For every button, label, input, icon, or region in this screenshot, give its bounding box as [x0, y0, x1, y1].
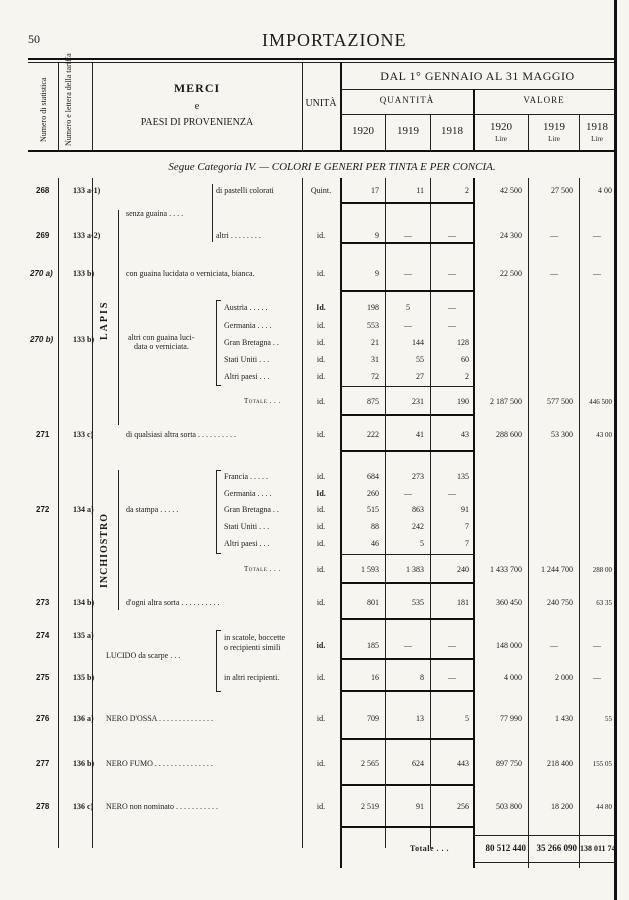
row-269-unit: id.: [316, 231, 326, 240]
row-268-v1920: 42 500: [500, 186, 522, 195]
row-270b-country-1-q1919: 5: [406, 303, 410, 312]
row-269-q1918: —: [448, 231, 456, 240]
row-272-country-4-q1920: 88: [371, 522, 379, 531]
row-274-num: 274: [36, 631, 50, 640]
row-270a-desc: con guaina lucidata o verniciata, bianca.: [126, 269, 255, 278]
header-numero: Numero di statistica: [39, 77, 48, 142]
row-278-v1918: 44 80: [596, 803, 612, 811]
row-278-q1920: 2 519: [361, 802, 379, 811]
row-270a-unit: id.: [316, 269, 326, 278]
row-270b-country-2-unit: id.: [316, 321, 326, 330]
category-title: Segue Categoria IV. — COLORI E GENERI PER TINTA E PER CONCIA.: [168, 161, 496, 173]
row-270b-tar: 133 b): [73, 335, 95, 344]
header-period: DAL 1° GENNAIO AL 31 MAGGIO: [380, 69, 575, 83]
row-270a-num: 270 a): [30, 269, 53, 278]
row-271-q1920: 222: [367, 430, 379, 439]
row-273-num: 273: [36, 598, 50, 607]
row-270b-total-v1918: 446 500: [589, 398, 612, 406]
row-270b-country-2-name: Germania . . . .: [224, 321, 272, 330]
row-276-q1919: 13: [416, 714, 424, 723]
lapis-group-label: LAPIS: [99, 300, 110, 340]
lapis-group-line: [118, 210, 119, 425]
row-272-country-2-name: Germania . . . .: [224, 489, 272, 498]
row-270b-country-1-q1918: —: [448, 303, 456, 312]
row-271-unit: id.: [316, 430, 326, 439]
row-271-v1918: 43 00: [596, 431, 612, 439]
row-270b-country-1-unit: Id.: [316, 303, 326, 312]
page-edge-line: [614, 0, 617, 900]
row-270b-country-4-q1919: 55: [416, 355, 424, 364]
row-278-q1918: 256: [457, 802, 469, 811]
row-268-num: 268: [36, 186, 50, 195]
row-274-q1918: —: [448, 641, 456, 650]
header-year-rule: [341, 114, 614, 115]
row-270b-total-v1920: 2 187 500: [490, 397, 522, 406]
row-269-q1919: —: [404, 231, 412, 240]
row-275-q1920: 16: [371, 673, 379, 682]
row-271-q1918: 43: [461, 430, 469, 439]
row-273-q1920: 801: [367, 598, 379, 607]
row-272-country-2-q1920: 260: [367, 489, 379, 498]
row-273-desc: d'ogni altra sorta . . . . . . . . . .: [126, 598, 220, 607]
row-274-v1919: —: [550, 641, 558, 650]
row-269-q1920: 9: [375, 231, 379, 240]
row-272-country-3-name: Gran Bretagna . .: [224, 505, 279, 514]
row-272-total-v1919: 1 244 700: [541, 565, 573, 574]
row-269-v1920: 24 300: [500, 231, 522, 240]
row-272-rule: [341, 582, 473, 584]
row-276-tar: 136 a): [73, 714, 94, 723]
row-273-q1919: 535: [412, 598, 424, 607]
row-273-v1918: 63 35: [596, 599, 612, 607]
row-270b-country-5-q1920: 72: [371, 372, 379, 381]
row-275-tar: 135 b): [73, 673, 95, 682]
row-268-q1918: 2: [465, 186, 469, 195]
row-272-country-1-q1918: 135: [457, 472, 469, 481]
row-272-country-1-name: Francia . . . . .: [224, 472, 268, 481]
row-278-rule: [341, 826, 473, 828]
row-277-v1920: 897 750: [496, 759, 522, 768]
row-277-desc: NERO FUMO . . . . . . . . . . . . . . .: [106, 759, 213, 768]
row-277-tar: 136 b): [73, 759, 95, 768]
grand-total-bottom-rule: [474, 862, 614, 863]
row-271-rule: [341, 450, 473, 452]
header-v-1919-lire: Lire: [548, 135, 560, 143]
row-272-country-3-unit: id.: [316, 505, 326, 514]
row-268-q1919: 11: [416, 186, 424, 195]
row-273-rule: [341, 618, 473, 620]
row-278-unit: id.: [316, 802, 326, 811]
row-272-country-2-unit: Id.: [316, 489, 326, 498]
row-270b-rule: [341, 414, 473, 416]
row-270b-total-q1918: 190: [457, 397, 469, 406]
header-top-rule-2: [28, 62, 614, 63]
row-277-v1919: 218 400: [547, 759, 573, 768]
row-270b-country-4-name: Stati Uniti . . .: [224, 355, 270, 364]
row-276-unit: id.: [316, 714, 326, 723]
row-270a-q1920: 9: [375, 269, 379, 278]
row-271-q1919: 41: [416, 430, 424, 439]
row-270b-country-4-q1918: 60: [461, 355, 469, 364]
row-272-country-3-q1920: 515: [367, 505, 379, 514]
row-275-desc: in altri recipienti.: [224, 673, 280, 682]
row-276-v1918: 55: [605, 715, 612, 723]
row-269-v1918: —: [593, 231, 601, 240]
senza-guaina-label: senza guaina . . . .: [126, 209, 184, 218]
row-272-brace: [216, 470, 221, 554]
row-270b-total-q1920: 875: [367, 397, 379, 406]
row-275-v1919: 2 000: [555, 673, 573, 682]
row-270b-country-3-name: Gran Bretagna . .: [224, 338, 279, 347]
row-277-q1918: 443: [457, 759, 469, 768]
row-270b-subtotal-rule: [341, 386, 473, 387]
row-271-v1920: 288 600: [496, 430, 522, 439]
header-v-1918: 1918: [586, 121, 608, 133]
row-274-q1920: 185: [367, 641, 379, 650]
row-270b-country-4-unit: id.: [316, 355, 326, 364]
header-div-1: [58, 62, 59, 150]
row-276-v1919: 1 430: [555, 714, 573, 723]
header-paesi: PAESI DI PROVENIENZA: [140, 117, 254, 128]
row-273-v1919: 240 750: [547, 598, 573, 607]
row-273-tar: 134 b): [73, 598, 95, 607]
row-272-total-q1919: 1 383: [406, 565, 424, 574]
row-270b-country-3-q1918: 128: [457, 338, 469, 347]
row-272-total-q1918: 240: [457, 565, 469, 574]
row-269-tar: 133 a-2): [73, 231, 101, 240]
row-277-num: 277: [36, 759, 50, 768]
row-269-v1919: —: [550, 231, 558, 240]
row-270b-country-4-q1920: 31: [371, 355, 379, 364]
inchiostro-group-label: INCHIOSTRO: [99, 512, 110, 588]
row-276-q1920: 709: [367, 714, 379, 723]
row-271-v1919: 53 300: [551, 430, 573, 439]
row-274-tar: 135 a): [73, 631, 94, 640]
row-274-v1918: —: [593, 641, 601, 650]
header-quantita: QUANTITÀ: [379, 95, 435, 105]
row-272-country-5-q1918: 7: [465, 539, 469, 548]
row-270b-country-5-unit: id.: [316, 372, 326, 381]
row-274-desc2: o recipienti simili: [224, 643, 281, 652]
row-270b-total-unit: id.: [316, 397, 326, 406]
page-title: IMPORTAZIONE: [262, 30, 407, 50]
row-270b-country-2-q1919: —: [404, 321, 412, 330]
row-272-country-4-q1918: 7: [465, 522, 469, 531]
page-number: 50: [28, 32, 40, 46]
row-272-country-1-q1919: 273: [412, 472, 424, 481]
row-272-country-1-q1920: 684: [367, 472, 379, 481]
header-merci: MERCI: [173, 81, 221, 95]
row-276-rule: [341, 738, 473, 740]
row-270b-total-label: Totale . . .: [244, 397, 281, 405]
row-275-v1918: —: [593, 673, 601, 682]
row-272-country-2-q1918: —: [448, 489, 456, 498]
header-q-1920: 1920: [352, 125, 374, 137]
row-278-v1919: 18 200: [551, 802, 573, 811]
header-v-1918-lire: Lire: [591, 135, 603, 143]
header-valore: VALORE: [523, 95, 565, 105]
grand-total-v1918: 138 011 74: [580, 844, 616, 853]
row-270b-country-3-q1919: 144: [412, 338, 424, 347]
row-272-country-5-unit: id.: [316, 539, 326, 548]
row-270b-country-5-name: Altri paesi . . .: [224, 372, 270, 381]
row-274-v1920: 148 000: [496, 641, 522, 650]
row-270a-v1918: —: [593, 269, 601, 278]
row-277-rule: [341, 784, 473, 786]
row-275-q1919: 8: [420, 673, 424, 682]
row-274-unit: id.: [316, 641, 326, 650]
row-274-q1919: —: [404, 641, 412, 650]
row-270b-total-q1919: 231: [412, 397, 424, 406]
row-274-desc1: in scatole, boccette: [224, 633, 286, 642]
row-276-v1920: 77 990: [500, 714, 522, 723]
row-268-desc: di pastelli colorati: [216, 186, 274, 195]
grand-total-v1919: 35 266 090: [536, 843, 577, 853]
row-270a-q1919: —: [404, 269, 412, 278]
inchiostro-group-line: [118, 470, 119, 610]
row-270b-country-2-q1918: —: [448, 321, 456, 330]
row-273-q1918: 181: [457, 598, 469, 607]
row-272-total-label: Totale . . .: [244, 565, 281, 573]
row-275-q1918: —: [448, 673, 456, 682]
row-272-country-1-unit: id.: [316, 472, 326, 481]
row-272-total-q1920: 1 593: [361, 565, 379, 574]
row-274-rule: [341, 658, 473, 660]
row-276-q1918: 5: [465, 714, 469, 723]
row-275-v1920: 4 000: [504, 673, 522, 682]
row-270a-v1919: —: [550, 269, 558, 278]
row-277-q1920: 2 565: [361, 759, 379, 768]
body-div-1: [58, 178, 59, 848]
lucido-brace: [216, 630, 221, 692]
row-272-country-3-q1918: 91: [461, 505, 469, 514]
header-period-rule: [341, 89, 614, 90]
lucido-label: LUCIDO da scarpe . . .: [106, 651, 181, 660]
row-268-tar: 133 a-1): [73, 186, 101, 195]
row-270b-num: 270 b): [30, 335, 54, 344]
row-270b-brace: [216, 300, 221, 386]
row-269-desc: altri . . . . . . . .: [216, 231, 261, 240]
lapis-sub-line-1: [212, 184, 213, 242]
row-275-unit: id.: [316, 673, 326, 682]
row-270b-desc1: altri con guaina luci-: [128, 333, 195, 342]
header-bottom-rule: [28, 150, 614, 152]
row-278-num: 278: [36, 802, 50, 811]
row-272-subtotal-rule: [341, 554, 473, 555]
row-271-desc: di qualsiasi altra sorta . . . . . . . . . .: [126, 430, 236, 439]
header-unita: UNITÀ: [305, 98, 337, 109]
row-270a-q1918: —: [448, 269, 456, 278]
row-276-desc: NERO D'OSSA . . . . . . . . . . . . . .: [106, 714, 214, 723]
row-275-num: 275: [36, 673, 50, 682]
row-277-unit: id.: [316, 759, 326, 768]
row-270b-country-1-q1920: 198: [367, 303, 379, 312]
row-272-country-3-q1919: 863: [412, 505, 424, 514]
row-273-unit: id.: [316, 598, 326, 607]
row-278-desc: NERO non nominato . . . . . . . . . . .: [106, 802, 218, 811]
row-275-rule: [341, 690, 473, 692]
row-268-v1918: 4 00: [598, 186, 612, 195]
row-269-rule: [341, 242, 473, 244]
row-270a-v1920: 22 500: [500, 269, 522, 278]
row-277-v1918: 155 05: [592, 760, 612, 768]
grand-total-v1920: 80 512 440: [485, 843, 526, 853]
row-270b-country-1-name: Austria . . . . .: [224, 303, 268, 312]
row-270b-total-v1919: 577 500: [547, 397, 573, 406]
row-276-num: 276: [36, 714, 50, 723]
row-268-q1920: 17: [371, 186, 379, 195]
row-277-q1919: 624: [412, 759, 424, 768]
header-top-rule: [28, 58, 614, 60]
header-q-1919: 1919: [397, 125, 419, 137]
row-270b-country-2-q1920: 553: [367, 321, 379, 330]
row-268-rule: [341, 202, 473, 204]
header-q-1918: 1918: [441, 125, 463, 137]
row-272-num: 272: [36, 505, 50, 514]
row-278-tar: 136 c): [73, 802, 94, 811]
row-271-num: 271: [36, 430, 50, 439]
row-273-v1920: 360 450: [496, 598, 522, 607]
row-270b-country-5-q1919: 27: [416, 372, 424, 381]
row-270b-country-5-q1918: 2: [465, 372, 469, 381]
grand-total-top-rule: [474, 835, 614, 836]
row-272-country-5-name: Altri paesi . . .: [224, 539, 270, 548]
row-270b-country-3-unit: id.: [316, 338, 326, 347]
row-278-q1919: 91: [416, 802, 424, 811]
header-e: e: [194, 101, 200, 112]
row-272-country-5-q1919: 5: [420, 539, 424, 548]
row-272-country-4-name: Stati Uniti . . .: [224, 522, 270, 531]
row-270b-country-3-q1920: 21: [371, 338, 379, 347]
grand-total-label: Totale . . .: [410, 844, 450, 853]
row-271-tar: 133 c): [73, 430, 94, 439]
row-272-total-v1920: 1 433 700: [490, 565, 522, 574]
header-lettera: Numero e lettera della tariffa: [64, 53, 73, 146]
row-268-v1919: 27 500: [551, 186, 573, 195]
row-270a-tar: 133 b): [73, 269, 95, 278]
header-v-1919: 1919: [543, 121, 565, 133]
row-272-country-4-unit: id.: [316, 522, 326, 531]
row-272-country-2-q1919: —: [404, 489, 412, 498]
row-272-tar: 134 a): [73, 505, 94, 514]
header-v-1920-lire: Lire: [495, 135, 507, 143]
row-272-desc: da stampa . . . . .: [126, 505, 179, 514]
row-272-total-unit: id.: [316, 565, 326, 574]
row-268-unit: Quint.: [310, 186, 332, 195]
row-272-total-v1918: 288 00: [592, 566, 612, 574]
row-272-country-5-q1920: 46: [371, 539, 379, 548]
header-v-1920: 1920: [490, 121, 512, 133]
row-272-country-4-q1919: 242: [412, 522, 424, 531]
row-278-v1920: 503 800: [496, 802, 522, 811]
row-270a-rule: [341, 290, 473, 292]
row-270b-desc2: data o verniciata.: [134, 342, 189, 351]
row-269-num: 269: [36, 231, 50, 240]
